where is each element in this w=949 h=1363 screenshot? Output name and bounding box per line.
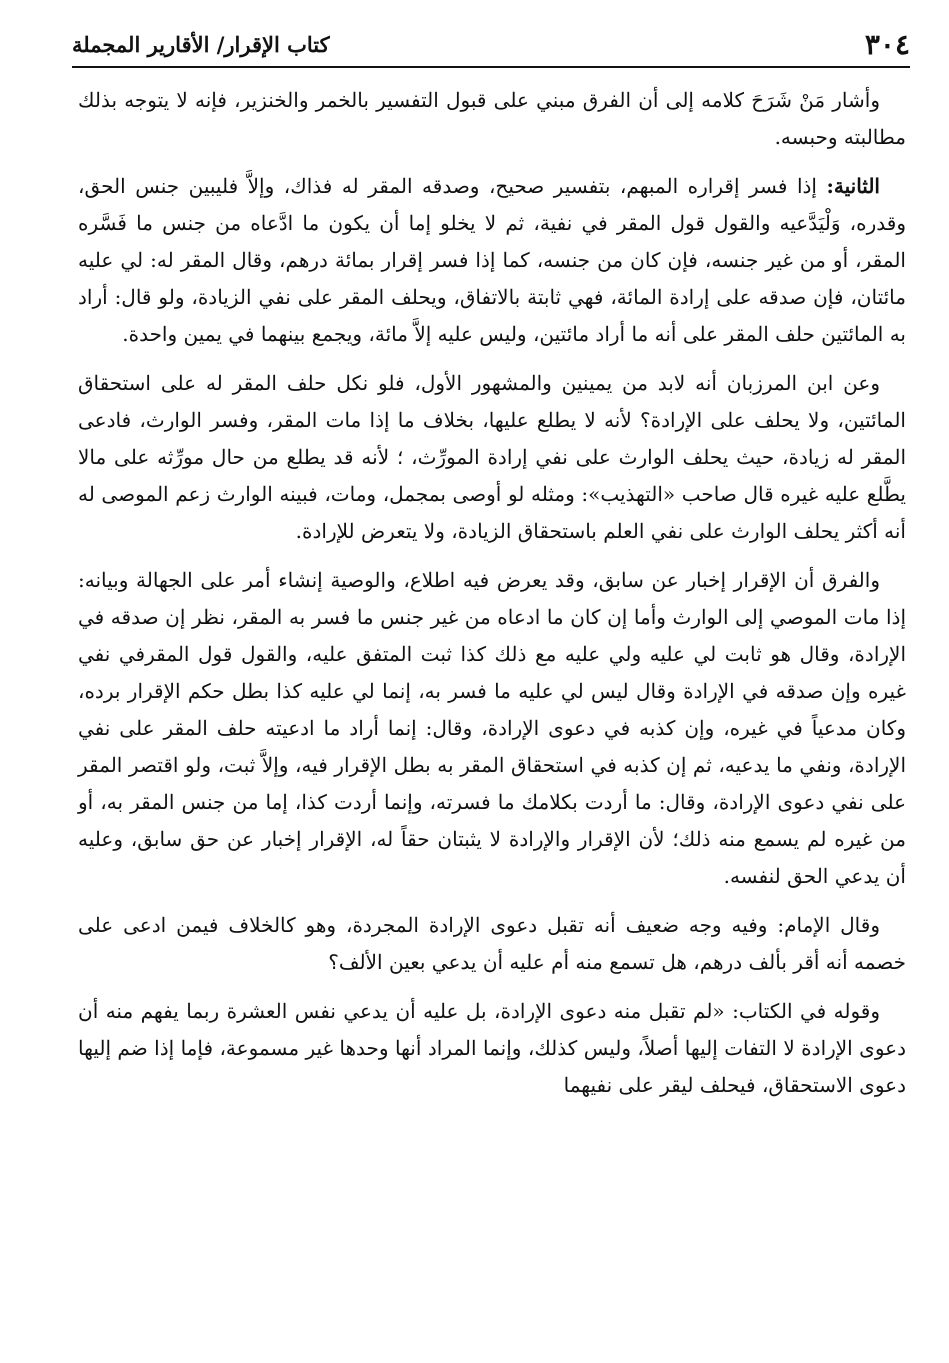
paragraph-text: إذا فسر إقراره المبهم، بتفسير صحيح، وصدقه المقر له فذاك، وإلاَّ فليبين جنس الحق، وقدره، وَلْيَدَّعيه والقول قول المقر في نفية، ثم لا يخلو إما أن يكون ما ادَّعاه من جنس ما فَسَّره المقر، أو من غير جنسه، فإن كان من جنسه، كما إذا فسر إقرار بمائة درهم، وقال المقر له: لي عليه مائتان، فإن صدقه على إرادة المائة، فهي ثابتة بالاتفاق، ويحلف المقر على نفي الزيادة، ولو قال: أراد به المائتين حلف المقر على أنه ما أراد مائتين، وليس عليه إلاَّ مائة، ويجمع بينهما في يمين واحدة. [78, 174, 906, 346]
paragraph-3 [78, 365, 906, 550]
paragraph-5 [78, 907, 906, 981]
paragraph-2 [78, 168, 906, 353]
paragraph-text: وقال الإمام: وفيه وجه ضعيف أنه تقبل دعوى الإرادة المجردة، وهو كالخلاف فيمن ادعى على خصمه أنه أقر بألف درهم، هل تسمع منه أم عليه أن يدعي بعين الألف؟ [78, 913, 906, 974]
paragraph-6 [78, 993, 906, 1104]
running-header [72, 22, 910, 68]
paragraph-text: وأشار مَنْ شَرَحَ كلامه إلى أن الفرق مبني على قبول التفسير بالخمر والخنزير، فإنه لا يتوجه بذلك مطالبته وحبسه. [78, 88, 906, 149]
paragraph-1 [78, 82, 906, 156]
paragraph-lead: الثانية: [826, 174, 880, 198]
chapter-title: كتاب الإقرار/ الأقارير المجملة [72, 32, 330, 57]
paragraph-text: وعن ابن المرزبان أنه لابد من يمينين والمشهور الأول، فلو نكل حلف المقر له على استحقاق المائتين، ولا يحلف على الإرادة؟ لأنه لا يطلع عليها، بخلاف ما إذا مات المقر، وفسر الوارث، فادعى المقر له زيادة، حيث يحلف الوارث على نفي إرادة المورِّث، ؛ لأنه قد يطلع من حال مورِّثه على مالا يطَّلع عليه غيره قال صاحب «التهذيب»: ومثله لو أوصى بمجمل، ومات، فبينه الوارث زعم الموصى له أنه أكثر يحلف الوارث على نفي العلم باستحقاق الزيادة، ولا يتعرض للإرادة. [78, 371, 906, 543]
paragraph-text: وقوله في الكتاب: «لم تقبل منه دعوى الإرادة، بل عليه أن يدعي نفس العشرة ربما يفهم منه أن دعوى الإرادة لا التفات إليها أصلاً، وليس كذلك، وإنما المراد أنها وحدها غير مسموعة، فإما إذا ضم إليها دعوى الاستحقاق، فيحلف ليقر على نفيهما [78, 999, 906, 1097]
paragraph-text: والفرق أن الإقرار إخبار عن سابق، وقد يعرض فيه اطلاع، والوصية إنشاء أمر على الجهالة وبيانه: إذا مات الموصي إلى الوارث وأما إن كان ما ادعاه من غير جنس ما فسر به المقر، نظر إن صدقه في الإرادة، وقال هو ثابت لي عليه ولي عليه مع ذلك كذا ثبت المتفق عليه، والقول قول المقرفي نفي غيره وإن صدقه في الإرادة وقال ليس لي عليه ما فسر به، إنما لي عليه كذا بطل حكم الإقرار برده، وكان مدعياً في غيره، وإن كذبه في دعوى الإرادة، وقال: إنما أراد ما ادعيته حلف المقر على نفي الإرادة، ونفي ما يدعيه، ثم إن كذبه في استحقاق المقر به بطل الإقرار فيه، وإلاَّ ثبت، ولو اقتصر المقر على نفي دعوى الإرادة، وقال: ما أردت بكلامك ما فسرته، وإنما أردت كذا، إما من جنس المقر به، أو من غيره لم يسمع منه ذلك؛ لأن الإقرار والإرادة لا يثبتان حقاً له، الإقرار إخبار عن حق سابق، وعليه أن يدعي الحق لنفسه. [78, 568, 907, 888]
paragraph-4 [78, 562, 906, 895]
body-text [78, 82, 906, 1116]
page-number: ٣٠٤ [864, 28, 910, 61]
